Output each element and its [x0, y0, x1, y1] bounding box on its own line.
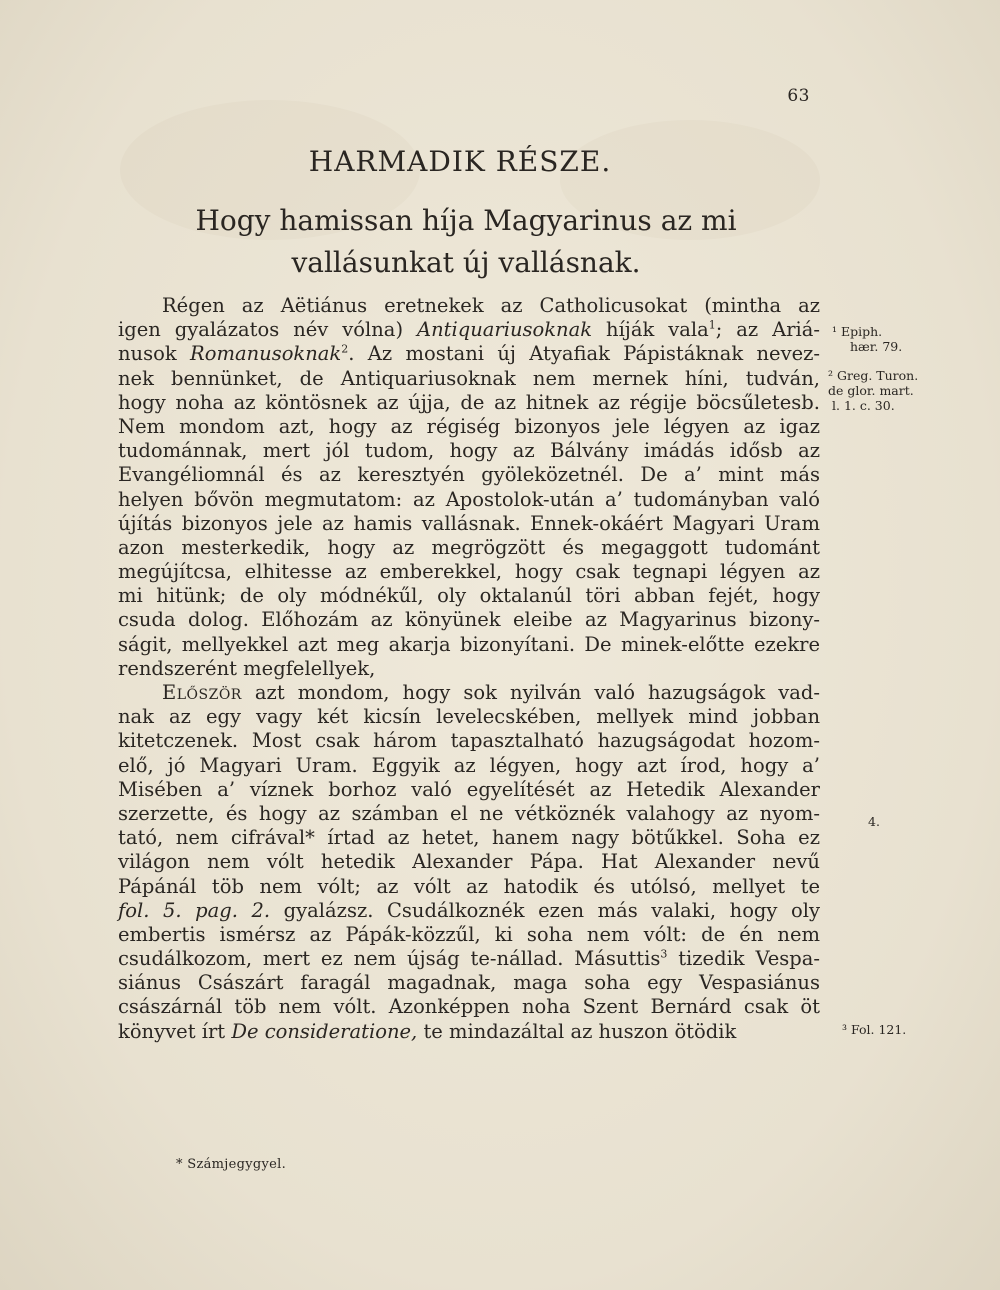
- footnote: * Számjegygyel.: [176, 1157, 287, 1172]
- margin-note-2: [828, 368, 948, 413]
- text-line: [118, 754, 820, 778]
- text-run: ; az Ariá-: [715, 318, 820, 342]
- small-caps-text: Először: [162, 681, 242, 704]
- text-line: [118, 729, 820, 753]
- text-run: csudálkozom, mert ez nem újság te-nállad. Másuttis: [118, 947, 661, 971]
- margin-note-line: 4.: [868, 814, 880, 829]
- text-line: [118, 826, 820, 850]
- margin-note-line: ² Greg. Turon.: [828, 368, 919, 383]
- text-line: [118, 947, 820, 971]
- text-run: te mindazáltal az huszon ötödik: [417, 1019, 737, 1043]
- text-run: tizedik Vespa-: [667, 947, 820, 971]
- text-run: elő, jó Magyari Uram. Eggyik az légyen, hogy azt írod, hogy a’: [118, 753, 820, 777]
- text-line: [118, 995, 820, 1019]
- text-run: igen gyalázatos név vólna): [118, 318, 417, 342]
- margin-note-line: l. 1. c. 30.: [832, 398, 895, 413]
- footnote-reference: 3: [660, 947, 668, 961]
- italic-text: Romanusoknak: [190, 342, 342, 366]
- paragraph-2: [118, 681, 820, 1044]
- text-run: világon nem vólt hetedik Alexander Pápa. Hat Alexander nevű: [118, 850, 820, 874]
- text-line: [118, 899, 820, 923]
- text-line: [118, 318, 820, 342]
- text-run: Evangéliomnál és az keresztyén gyöleközetnél. De a’ mint más: [118, 463, 820, 487]
- text-run: azt mondom, hogy sok nyilván való hazugságok vad-: [241, 681, 820, 704]
- text-run: könyvet írt: [118, 1019, 232, 1043]
- text-run: hogy noha az köntösnek az újja, de az hitnek az régije böcsűletesb.: [118, 390, 820, 414]
- text-line: [118, 850, 820, 874]
- text-run: ságit, mellyekkel azt meg akarja bizonyítani. De minek-előtte ezekre: [118, 632, 820, 656]
- text-line: [118, 415, 820, 439]
- chapter-title: Hogy hamissan híja Magyarinus az mi vallásunkat új vallásnak.: [195, 204, 737, 279]
- text-line: [118, 294, 820, 318]
- text-run: rendszerént megfelellyek,: [118, 656, 376, 680]
- text-line: [118, 512, 820, 536]
- text-run: . Az mostani új Atyafiak Pápistáknak nevez-: [348, 342, 821, 366]
- text-run: Pápánál töb nem vólt; az vólt az hatodik és utólsó, mellyet te: [118, 874, 820, 898]
- text-run: újítás bizonyos jele az hamis vallásnak. Ennek-okáért Magyari Uram: [118, 511, 820, 535]
- text-line: [118, 705, 820, 729]
- text-run: azon mesterkedik, hogy az megrögzött és megaggott tudománt: [118, 535, 820, 559]
- text-run: helyen bővön megmutatom: az Apostolok-után a’ tudományban való: [118, 487, 820, 511]
- text-line: [118, 391, 820, 415]
- text-run: tató, nem cifrával* írtad az hetet, hanem nagy bötűkkel. Soha ez: [118, 826, 820, 850]
- text-run: Nem mondom azt, hogy az régiség bizonyos jele légyen az igaz: [118, 414, 820, 438]
- text-run: nusok: [118, 342, 191, 366]
- text-run: császárnál töb nem vólt. Azonképpen noha Szent Bernárd csak öt: [118, 995, 820, 1019]
- footnote-reference: 1: [708, 318, 716, 332]
- text-run: Régen az Aëtiánus eretnekek az Catholicusokat (mintha az: [162, 294, 820, 317]
- paragraph-1: [118, 294, 820, 681]
- italic-text: Antiquariusoknak: [417, 318, 593, 342]
- text-line: [118, 560, 820, 584]
- text-line: [118, 681, 820, 705]
- italic-text: De consideratione,: [231, 1019, 418, 1043]
- text-line: [118, 923, 820, 947]
- body-text: [118, 294, 820, 1044]
- text-line: [118, 367, 820, 391]
- text-line: [118, 875, 820, 899]
- text-line: [118, 971, 820, 995]
- margin-note-line: hær. 79.: [850, 339, 903, 354]
- margin-note-line: ³ Fol. 121.: [842, 1022, 907, 1037]
- text-run: kitetczenek. Most csak három tapasztalható hazugságodat hozom-: [118, 729, 820, 753]
- margin-note-line: de glor. mart.: [828, 383, 914, 398]
- margin-note-3: [842, 1022, 962, 1037]
- text-line: [118, 802, 820, 826]
- text-run: nak az egy vagy két kicsín levelecskében, mellyek mind jobban: [118, 705, 820, 729]
- page-number: 63: [787, 86, 810, 106]
- part-title: HARMADIK RÉSZE.: [308, 145, 612, 178]
- text-run: gyalázsz. Csudálkoznék ezen más valaki, hogy oly: [270, 898, 820, 922]
- text-run: híják vala: [592, 318, 709, 342]
- text-line: [118, 778, 820, 802]
- text-line: [118, 657, 820, 681]
- text-run: szerzette, és hogy az számban el ne vétköznék valahogy az nyom-: [118, 801, 820, 825]
- text-run: megújítcsa, elhitesse az emberekkel, hogy csak tegnapi légyen az: [118, 560, 820, 584]
- text-run: tudománnak, mert jól tudom, hogy az Bálvány imádás idősb az: [118, 439, 820, 463]
- margin-note-4: [868, 814, 988, 829]
- text-line: [118, 633, 820, 657]
- text-run: Misében a’ víznek borhoz való egyelítését az Hetedik Alexander: [118, 777, 820, 801]
- text-line: [118, 608, 820, 632]
- footnote-reference: 2: [341, 342, 349, 356]
- text-line: [118, 439, 820, 463]
- text-run: siánus Császárt faragál magadnak, maga soha egy Vespasiánus: [118, 971, 820, 995]
- italic-text: fol. 5. pag. 2.: [118, 898, 271, 922]
- text-run: embertis ismérsz az Pápák-közzűl, ki soha nem vólt: de én nem: [118, 922, 820, 946]
- text-line: [118, 488, 820, 512]
- text-line: [118, 463, 820, 487]
- text-line: [118, 342, 820, 366]
- text-line: [118, 1020, 820, 1044]
- text-run: csuda dolog. Előhozám az könyünek eleibe az Magyarinus bizony-: [118, 608, 820, 632]
- margin-note-1: [832, 324, 952, 354]
- text-line: [118, 536, 820, 560]
- text-run: nek bennünket, de Antiquariusoknak nem mernek híni, tudván,: [118, 366, 820, 390]
- text-line: [118, 584, 820, 608]
- margin-note-line: ¹ Epiph.: [832, 324, 883, 339]
- text-run: mi hitünk; de oly módnékűl, oly oktalanúl töri abban fejét, hogy: [118, 584, 820, 608]
